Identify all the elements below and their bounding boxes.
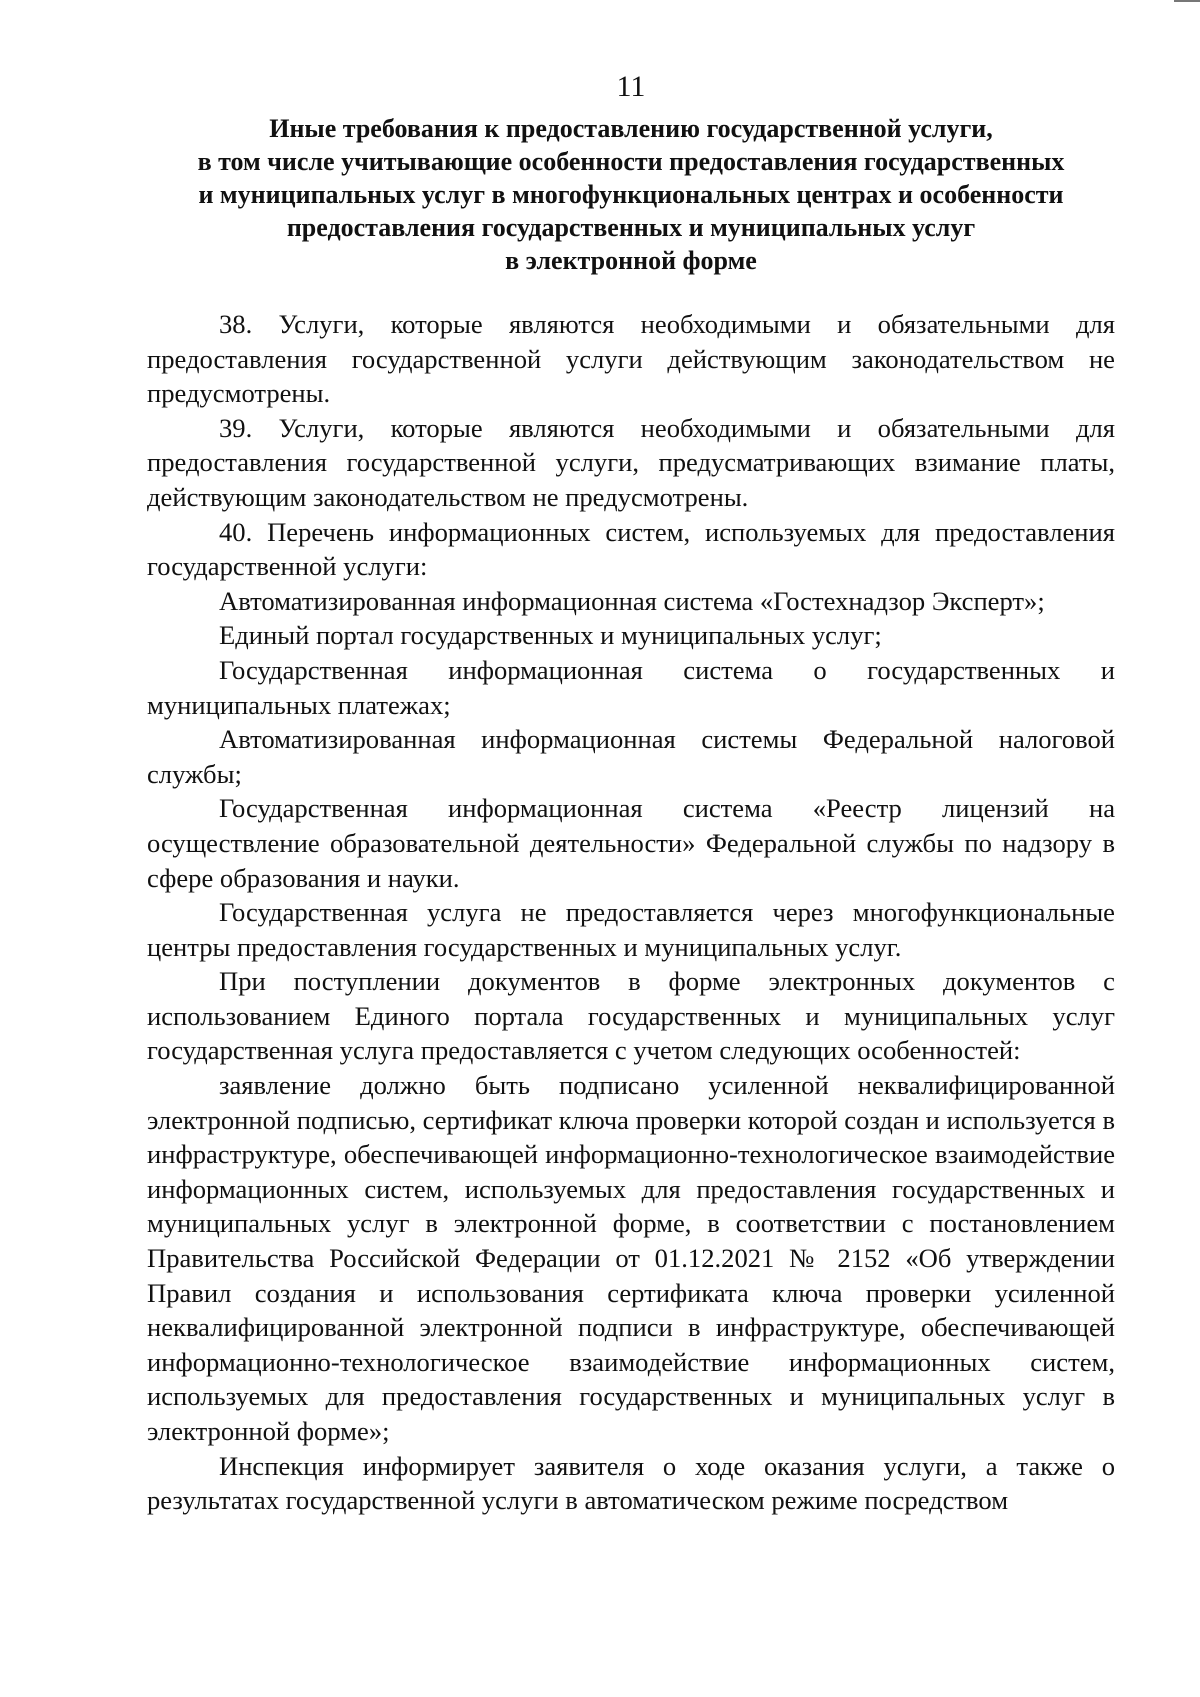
- paragraph-inspection: Инспекция информирует заявителя о ходе оказания услуги, а также о результатах государственной услуги в автоматическом режиме посредством: [147, 1450, 1115, 1516]
- heading-line: в том числе учитывающие особенности предоставления государственных: [197, 147, 1065, 176]
- list-item-system: Государственная информационная система о государственных и муниципальных платежах;: [147, 654, 1115, 720]
- heading-line: предоставления государственных и муниципальных услуг: [286, 213, 976, 242]
- paragraph-39: 39. Услуги, которые являются необходимыми и обязательными для предоставления государственной услуги, предусматривающих взимание платы, действующим законодательством не предусмотрены.: [147, 412, 1115, 512]
- paragraph-38: 38. Услуги, которые являются необходимыми и обязательными для предоставления государственной услуги действующим законодательством не предусмотрены.: [147, 309, 1115, 409]
- paragraph-mfc: Государственная услуга не предоставляется через многофункциональные центры предоставления государственных и муниципальных услуг.: [147, 897, 1115, 962]
- paragraph-40: 40. Перечень информационных систем, используемых для предоставления государственной услуги:: [147, 516, 1115, 582]
- list-item-system: Автоматизированная информационная системы Федеральной налоговой службы;: [147, 724, 1115, 789]
- section-heading: [147, 112, 1115, 277]
- body-text: [147, 307, 1115, 1518]
- heading-line: Иные требования к предоставлению государственной услуги,: [269, 114, 993, 143]
- paragraph-signature: заявление должно быть подписано усиленной неквалифицированной электронной подписью, сертификат ключа проверки которой создан и используется в инфраструктуре, обеспечивающей информационно-технологическое взаимодействие информационных систем, используемых для предоставления государственных и муниципальных услуг в электронной форме, в соответствии с постановлением Правительства Российской Федерации от 01.12.2021 № 2152 «Об утверждении Правил создания и использования сертификата ключа проверки усиленной неквалифицированной электронной подписи в инфраструктуре, обеспечивающей информационно-технологическое взаимодействие информационных систем, используемых для предоставления государственных и муниципальных услуг в электронной форме»;: [147, 1070, 1115, 1446]
- document-page: [147, 70, 1115, 1518]
- page-number: 11: [616, 70, 646, 103]
- paragraph-electronic-docs: При поступлении документов в форме электронных документов с использованием Единого портала государственных и муниципальных услуг государственная услуга предоставляется с учетом следующих особенностей:: [147, 966, 1115, 1066]
- list-item-system: Государственная информационная система «Реестр лицензий на осуществление образовательной деятельности» Федеральной службы по надзору в сфере образования и науки.: [147, 793, 1115, 893]
- heading-line: в электронной форме: [505, 246, 757, 275]
- heading-line: и муниципальных услуг в многофункциональных центрах и особенности: [198, 180, 1064, 209]
- scan-corner-mark: [1174, 0, 1200, 8]
- list-item-system: Автоматизированная информационная система «Гостехнадзор Эксперт»;: [219, 585, 1045, 616]
- list-item-system: Единый портал государственных и муниципальных услуг;: [219, 620, 882, 651]
